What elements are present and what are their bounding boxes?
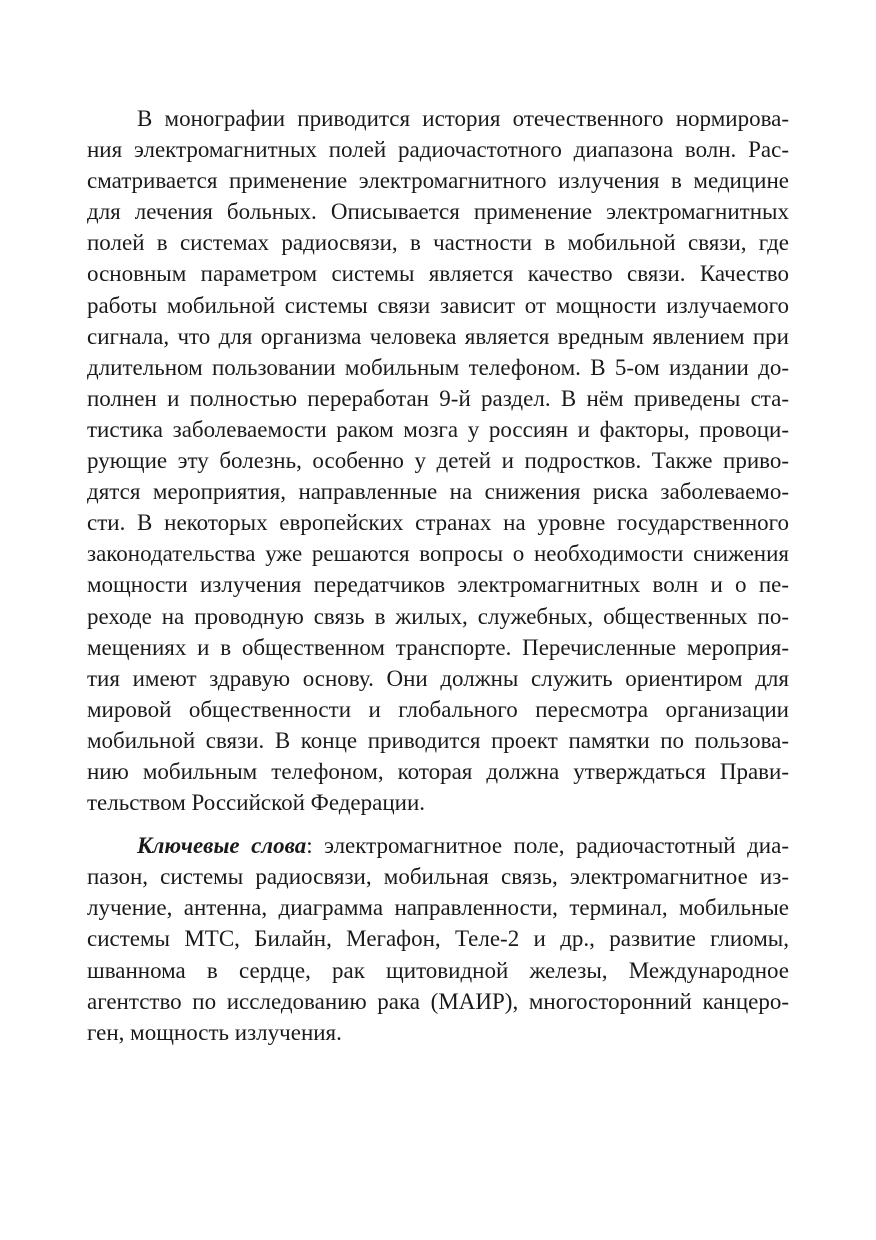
abstract-line: тия имеют здравую основу. Они должны служить ориентиром для [87, 665, 789, 691]
abstract-line: мобильной связи. В конце приводится проект памятки по пользова- [87, 727, 789, 753]
keywords-line: агентство по исследованию рака (МАИР), многосторонний канцеро- [87, 988, 789, 1014]
abstract-line: основным параметром системы является качество связи. Качество [87, 261, 789, 287]
keywords-line: шваннома в сердце, рак щитовидной железы, Международное [87, 957, 789, 983]
keywords-line: системы МТС, Билайн, Мегафон, Теле-2 и др., развитие глиомы, [87, 926, 789, 952]
abstract-line: законодательства уже решаются вопросы о необходимости снижения [87, 541, 789, 567]
abstract-line: тистика заболеваемости раком мозга у россиян и факторы, провоци- [87, 416, 789, 442]
abstract-line: работы мобильной системы связи зависит от мощности излучаемого [87, 292, 789, 318]
keywords-paragraph [87, 830, 789, 1048]
abstract-line: мировой общественности и глобального пересмотра организации [87, 696, 789, 722]
keywords-first-line-text: : электромагнитное поле, радиочастотный диа- [306, 833, 789, 859]
keywords-line: пазон, системы радиосвязи, мобильная связь, электромагнитное из- [87, 864, 789, 890]
abstract-line: В монографии приводится история отечественного нормирова- [137, 106, 789, 131]
abstract-line: полей в системах радиосвязи, в частности в мобильной связи, где [87, 230, 789, 256]
abstract-line: сигнала, что для организма человека является вредным явлением при [87, 323, 789, 349]
abstract-line: реходе на проводную связь в жилых, служебных, общественных по- [87, 603, 789, 629]
abstract-line: сти. В некоторых европейских странах на уровне государственного [87, 510, 789, 536]
abstract-line: длительном пользовании мобильным телефоном. В 5-ом издании до- [87, 354, 789, 380]
text-block [87, 103, 789, 1048]
abstract-line: полнен и полностью переработан 9-й раздел. В нём приведены ста- [87, 385, 789, 411]
abstract-line: дятся мероприятия, направленные на снижения риска заболеваемо- [87, 479, 789, 505]
abstract-line: мощности излучения передатчиков электромагнитных волн и о пе- [87, 572, 789, 598]
abstract-line: нию мобильным телефоном, которая должна утверждаться Прави- [87, 758, 789, 784]
keywords-first-line [87, 830, 789, 861]
abstract-paragraph [87, 103, 789, 818]
abstract-line: мещениях и в общественном транспорте. Перечисленные мероприя- [87, 634, 789, 660]
keywords-label: Ключевые слова [137, 833, 307, 859]
abstract-line: рующие эту болезнь, особенно у детей и подростков. Также приво- [87, 448, 789, 474]
abstract-line: для лечения больных. Описывается применение электромагнитных [87, 199, 789, 225]
keywords-line: ген, мощность излучения. [87, 1019, 342, 1045]
abstract-line: тельством Российской Федерации. [87, 790, 426, 816]
keywords-line: лучение, антенна, диаграмма направленности, терминал, мобильные [87, 895, 789, 921]
abstract-line: ния электромагнитных полей радиочастотного диапазона волн. Рас- [87, 137, 789, 163]
paragraph-gap [87, 818, 789, 830]
abstract-line: сматривается применение электромагнитного излучения в медицине [87, 168, 789, 194]
